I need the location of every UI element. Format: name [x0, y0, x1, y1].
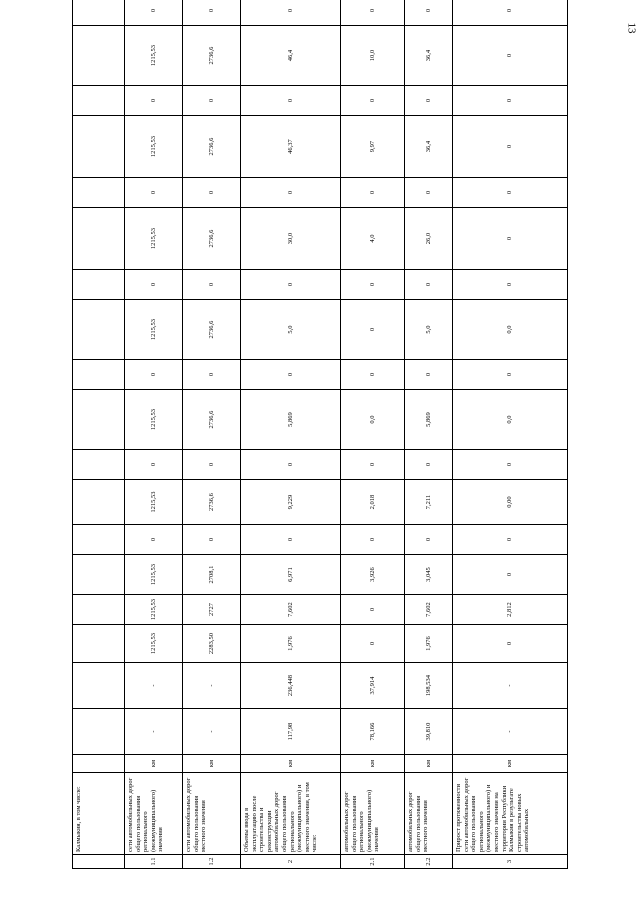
indicator-label-cell: сети автомобильных дорог общего пользования регионального (межмуниципального) значения [125, 773, 183, 855]
value-cell: 5,869 [241, 390, 341, 450]
value-cell [73, 86, 125, 116]
unit-cell: км [183, 755, 241, 773]
value-cell: 2,812 [453, 595, 568, 625]
value-cell [73, 360, 125, 390]
value-cell: 236,448 [241, 663, 341, 709]
value-cell: 0 [405, 86, 453, 116]
unit-cell: км [453, 755, 568, 773]
value-cell: 1215,53 [125, 625, 183, 663]
value-cell: 2,018 [341, 480, 405, 525]
value-cell: 1215,53 [125, 480, 183, 525]
value-cell: 0,0 [453, 390, 568, 450]
value-cell: 39,810 [405, 709, 453, 755]
value-cell: 0 [341, 595, 405, 625]
value-cell: 0 [341, 270, 405, 300]
value-cell [73, 595, 125, 625]
value-cell: 78,166 [341, 709, 405, 755]
value-cell: 5,0 [405, 300, 453, 360]
value-cell: 0 [405, 525, 453, 555]
indicator-label-cell: сети автомобильных дорог общего пользования местного значения [183, 773, 241, 855]
value-cell [73, 709, 125, 755]
indicator-label-cell: Объемы ввода в эксплуатацию после строительства и реконструкции автомобильных дорог общего пользования регионального (межмуниципального) и местного значения, в том числе: [241, 773, 341, 855]
value-cell: 0 [241, 86, 341, 116]
value-cell: 46,4 [241, 26, 341, 86]
value-cell [73, 300, 125, 360]
indicator-table [72, 0, 568, 869]
unit-cell: км [341, 755, 405, 773]
value-cell: 0 [453, 450, 568, 480]
value-cell [73, 390, 125, 450]
row-number-cell [73, 855, 125, 869]
value-cell: 1215,53 [125, 116, 183, 178]
value-cell: 0 [453, 26, 568, 86]
value-cell: 0 [125, 0, 183, 26]
value-cell: 2708,1 [183, 555, 241, 595]
value-cell: 46,37 [241, 116, 341, 178]
value-cell [73, 26, 125, 86]
value-cell: 0 [125, 270, 183, 300]
row-number-cell: 2.2 [405, 855, 453, 869]
indicator-label-cell: Прирост протяженности сети автомобильных дорог общего пользования регионального (межмуниципального) и местного значения на территории Республики Калмыкия в результате строительства новых автомобильных [453, 773, 568, 855]
value-cell: 0 [125, 86, 183, 116]
value-cell: 0 [405, 450, 453, 480]
value-cell [73, 663, 125, 709]
value-cell: 1215,53 [125, 390, 183, 450]
value-cell: 0,0 [453, 300, 568, 360]
table-row [125, 0, 183, 869]
value-cell: 0 [183, 178, 241, 208]
value-cell [73, 450, 125, 480]
value-cell: 0 [341, 360, 405, 390]
unit-cell: км [241, 755, 341, 773]
table-row [241, 0, 341, 869]
value-cell: 0 [405, 0, 453, 26]
value-cell [73, 208, 125, 270]
value-cell: - [453, 709, 568, 755]
value-cell: 7,602 [405, 595, 453, 625]
table-row [405, 0, 453, 869]
value-cell: 3,926 [341, 555, 405, 595]
value-cell: 0 [453, 270, 568, 300]
row-number-cell: 2 [241, 855, 341, 869]
page-number: 13 [625, 22, 638, 34]
value-cell: 0 [453, 555, 568, 595]
value-cell: 5,869 [405, 390, 453, 450]
value-cell: 117,98 [241, 709, 341, 755]
value-cell: 0 [183, 270, 241, 300]
rotated-table-container [72, 8, 567, 869]
value-cell: 0 [183, 0, 241, 26]
value-cell: 26,0 [405, 208, 453, 270]
row-number-cell: 1.1 [125, 855, 183, 869]
value-cell: 0 [125, 450, 183, 480]
value-cell: 2736,6 [183, 26, 241, 86]
value-cell: 0 [405, 178, 453, 208]
row-number-cell: 1.2 [183, 855, 241, 869]
value-cell: 0 [453, 116, 568, 178]
value-cell: 7,602 [241, 595, 341, 625]
indicator-label-cell: Калмыкия, в том числе: [73, 773, 125, 855]
value-cell: 0 [241, 0, 341, 26]
value-cell: 0 [453, 86, 568, 116]
value-cell [73, 270, 125, 300]
row-number-cell: 2.1 [341, 855, 405, 869]
value-cell: 0 [125, 525, 183, 555]
table-row [341, 0, 405, 869]
value-cell: 0 [453, 525, 568, 555]
value-cell: - [125, 663, 183, 709]
value-cell [73, 480, 125, 525]
value-cell: 0 [341, 450, 405, 480]
value-cell: 37,914 [341, 663, 405, 709]
value-cell: 1215,53 [125, 300, 183, 360]
value-cell: 5,0 [241, 300, 341, 360]
table-row [73, 0, 125, 869]
unit-cell: км [405, 755, 453, 773]
value-cell: 4,0 [341, 208, 405, 270]
value-cell: 0 [405, 270, 453, 300]
value-cell: 2736,6 [183, 390, 241, 450]
value-cell: 0 [453, 178, 568, 208]
value-cell: 0 [341, 0, 405, 26]
value-cell: - [125, 709, 183, 755]
value-cell: 7,211 [405, 480, 453, 525]
value-cell: 1215,53 [125, 555, 183, 595]
value-cell: 0 [341, 525, 405, 555]
value-cell: 0 [241, 525, 341, 555]
value-cell: 10,0 [341, 26, 405, 86]
value-cell: 0 [183, 360, 241, 390]
value-cell: 0 [341, 86, 405, 116]
value-cell: - [183, 709, 241, 755]
value-cell: 0 [125, 178, 183, 208]
value-cell: 2736,6 [183, 300, 241, 360]
value-cell: 2283,50 [183, 625, 241, 663]
value-cell [73, 0, 125, 26]
value-cell: - [183, 663, 241, 709]
value-cell: 0 [341, 625, 405, 663]
value-cell: 9,97 [341, 116, 405, 178]
value-cell: 0 [341, 300, 405, 360]
value-cell: 2727 [183, 595, 241, 625]
value-cell: 1215,53 [125, 26, 183, 86]
value-cell [73, 178, 125, 208]
unit-cell [73, 755, 125, 773]
value-cell [73, 625, 125, 663]
value-cell: 198,534 [405, 663, 453, 709]
value-cell: 0 [453, 208, 568, 270]
unit-cell: км [125, 755, 183, 773]
value-cell: 0 [241, 270, 341, 300]
value-cell [73, 555, 125, 595]
value-cell: 0 [125, 360, 183, 390]
value-cell: 9,229 [241, 480, 341, 525]
value-cell: 0 [241, 360, 341, 390]
table-row [453, 0, 568, 869]
row-number-cell: 3 [453, 855, 568, 869]
value-cell: 36,4 [405, 26, 453, 86]
value-cell: 0 [183, 86, 241, 116]
value-cell [73, 525, 125, 555]
indicator-label-cell: автомобильных дорог общего пользования местного значения [405, 773, 453, 855]
value-cell: 0 [453, 0, 568, 26]
value-cell: 0 [405, 360, 453, 390]
value-cell: 3,045 [405, 555, 453, 595]
value-cell: 1215,53 [125, 595, 183, 625]
value-cell: 6,971 [241, 555, 341, 595]
value-cell: 1,976 [241, 625, 341, 663]
value-cell: 0 [183, 450, 241, 480]
value-cell: 1,976 [405, 625, 453, 663]
indicator-label-cell: автомобильных дорог общего пользования регионального (межмуниципального) значения [341, 773, 405, 855]
value-cell: 1215,53 [125, 208, 183, 270]
value-cell: - [453, 663, 568, 709]
value-cell: 2736,6 [183, 116, 241, 178]
value-cell: 2736,6 [183, 480, 241, 525]
value-cell: 0 [341, 178, 405, 208]
value-cell: 0 [241, 178, 341, 208]
value-cell: 0 [241, 450, 341, 480]
value-cell: 2736,6 [183, 208, 241, 270]
value-cell: 0,00 [453, 480, 568, 525]
value-cell: 0 [453, 360, 568, 390]
value-cell: 30,0 [241, 208, 341, 270]
value-cell: 36,4 [405, 116, 453, 178]
value-cell: 0 [183, 525, 241, 555]
value-cell: 0 [453, 625, 568, 663]
table-row [183, 0, 241, 869]
value-cell: 0,0 [341, 390, 405, 450]
value-cell [73, 116, 125, 178]
